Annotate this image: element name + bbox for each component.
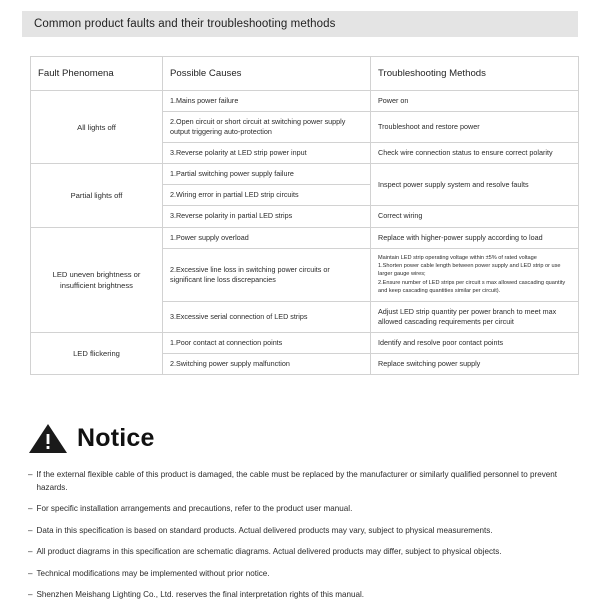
fault-method: Power on [371,91,579,112]
list-item [28,568,580,581]
fault-cause: 3.Excessive serial connection of LED strips [163,301,371,332]
fault-method: Replace with higher-power supply according to load [371,227,579,248]
fault-method: Adjust LED strip quantity per power branch to meet max allowed cascading requirements per circuit [371,301,579,332]
list-item-text: If the external flexible cable of this product is damaged, the cable must be replaced by the manufacturer or similarly qualified personnel to prevent hazards. [36,470,558,492]
list-item-text: Data in this specification is based on standard products. Actual delivered products may vary, subject to physical measurements. [36,525,493,535]
list-dash: – [28,525,33,535]
table-head [31,57,579,91]
fault-cause: 3.Reverse polarity at LED strip power input [163,143,371,164]
list-dash: – [28,568,33,578]
table-header-row [31,57,579,91]
fault-method [371,248,579,301]
fault-phenomenon: LED uneven brightness or insufficient brightness [31,227,163,332]
fault-method-line: Maintain LED strip operating voltage within ±5% of rated voltage [378,254,537,261]
fault-method: Troubleshoot and restore power [371,112,579,143]
list-dash: – [28,504,33,514]
fault-method: Identify and resolve poor contact points [371,332,579,353]
column-header-methods: Troubleshooting Methods [371,57,579,91]
table-row [31,227,579,248]
table-row [31,332,579,353]
notice-title: Notice [77,423,155,452]
fault-cause: 3.Reverse polarity in partial LED strips [163,206,371,227]
fault-cause: 1.Power supply overload [163,227,371,248]
list-item-text: Shenzhen Meishang Lighting Co., Ltd. reserves the final interpretation rights of this manual. [36,590,365,600]
fault-table [30,56,579,375]
section-header-title: Common product faults and their troubleshooting methods [34,18,336,30]
fault-method: Replace switching power supply [371,353,579,374]
fault-table-container [30,56,578,375]
fault-method: Check wire connection status to ensure correct polarity [371,143,579,164]
notice-block [28,420,580,611]
fault-cause: 2.Excessive line loss in switching power circuits or significant line loss discrepancies [163,248,371,301]
list-item-text: Technical modifications may be implemented without prior notice. [36,568,270,578]
column-header-phenomena: Fault Phenomena [31,57,163,91]
fault-cause: 1.Partial switching power supply failure [163,164,371,185]
fault-phenomenon: All lights off [31,91,163,164]
fault-cause: 2.Open circuit or short circuit at switching power supply output triggering auto-protection [163,112,371,143]
list-item-text: All product diagrams in this specification are schematic diagrams. Actual delivered products may differ, subject to physical objects. [36,547,502,557]
notice-list [28,469,580,602]
warning-triangle-icon [28,422,68,454]
table-row [31,164,579,185]
list-item [28,525,580,538]
table-body [31,91,579,375]
fault-cause: 2.Wiring error in partial LED strip circuits [163,185,371,206]
fault-phenomenon: Partial lights off [31,164,163,227]
list-dash: – [28,590,33,600]
section-header [22,11,578,37]
fault-phenomenon: LED flickering [31,332,163,374]
list-item [28,503,580,516]
list-dash: – [28,470,33,479]
column-header-causes: Possible Causes [163,57,371,91]
table-row [31,91,579,112]
list-dash: – [28,547,33,557]
notice-header [28,420,580,456]
list-item-text: For specific installation arrangements and precautions, refer to the product user manual. [36,504,353,514]
list-item [28,469,580,494]
fault-cause: 2.Switching power supply malfunction [163,353,371,374]
fault-cause: 1.Poor contact at connection points [163,332,371,353]
list-item [28,546,580,559]
fault-method-line: 1.Shorten power cable length between power supply and LED strip or use larger gauge wires; [378,263,561,278]
fault-method-line: 2.Ensure number of LED strips per circuit s max allowed cascading quantity and keep cascading quantities similar per circuit). [378,279,566,295]
fault-method: Inspect power supply system and resolve faults [371,164,579,206]
fault-method: Correct wiring [371,206,579,227]
fault-cause: 1.Mains power failure [163,91,371,112]
